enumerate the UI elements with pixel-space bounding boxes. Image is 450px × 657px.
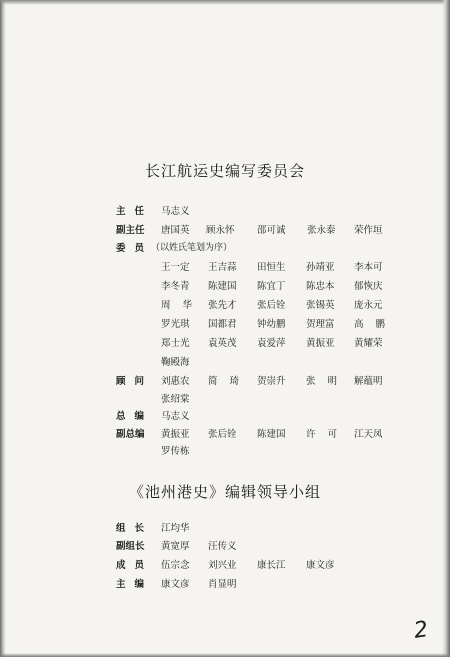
vice-chair-label: 副主任 [116,225,145,236]
person-name: 唐国英 [161,225,190,236]
person-name: 袁爱萍 [257,338,286,349]
person-name: 马志义 [161,206,190,217]
person-name: 钟幼鹏 [257,319,286,330]
person-name: 李本可 [354,262,383,273]
person-name: 周华 [161,300,205,311]
person-name: 田恒生 [257,262,286,273]
person-name: 陈建国 [257,429,286,440]
person-name: 张锡英 [306,300,335,311]
person-name: 简琦 [208,376,252,387]
members-label: 委员 [116,243,154,254]
person-name: 鞠殿海 [161,357,190,368]
group-leader-label: 组长 [116,523,154,534]
person-name: 袁英茂 [208,338,237,349]
chair-label: 主任 [116,206,154,217]
person-name: 张明 [306,376,350,387]
person-name: 刘惠农 [161,376,190,387]
person-name: 王吉蒜 [208,262,237,273]
person-name: 张后铨 [208,429,237,440]
person-name: 马志义 [161,411,190,422]
person-name: 罗传栋 [161,446,190,457]
person-name: 李冬青 [161,281,190,292]
editor-label: 主编 [116,579,154,590]
page-number: 2 [412,617,430,644]
person-name: 荣作垣 [354,225,383,236]
group-members-label: 成员 [116,560,154,571]
person-name: 许可 [306,429,350,440]
person-name: 国都君 [208,319,237,330]
person-name: 陈忠本 [306,281,335,292]
person-name: 江天凤 [354,429,383,440]
person-name: 王一定 [161,262,190,273]
person-name: 庞永元 [354,300,383,311]
person-name: 刘兴业 [208,560,237,571]
person-name: 高鹏 [354,319,398,330]
members-note: （以姓氏笔划为序） [151,243,233,253]
person-name: 罗光琪 [161,319,190,330]
scan-edge [0,0,450,5]
person-name: 康文彦 [306,560,335,571]
scan-edge [0,0,6,657]
person-name: 陈宜丁 [257,281,286,292]
committee-title: 长江航运史编写委员会 [144,162,305,180]
person-name: 贺理富 [306,319,335,330]
person-name: 康长江 [257,560,286,571]
person-name: 伍宗念 [161,560,190,571]
person-name: 江均华 [161,523,190,534]
person-name: 黄耀荣 [354,338,383,349]
person-name: 孙靖亚 [306,262,335,273]
person-name: 康文彦 [161,579,190,590]
deputy-leader-label: 副组长 [116,541,145,552]
advisor-label: 顾问 [116,376,154,387]
person-name: 黄宽厚 [161,541,190,552]
person-name: 张先才 [208,300,237,311]
chief-editor-label: 总编 [116,411,154,422]
leading-group-title: 《池州港史》编辑领导小组 [128,483,321,501]
person-name: 肖显明 [208,579,237,590]
person-name: 张后铨 [257,300,286,311]
person-name: 张绍棠 [161,394,190,405]
scan-edge [0,653,450,657]
person-name: 张永泰 [307,225,336,236]
person-name: 陈建国 [208,281,237,292]
person-name: 郁恢庆 [354,281,383,292]
person-name: 郑士光 [161,338,190,349]
person-name: 黄振亚 [306,338,335,349]
scan-edge [442,0,450,657]
deputy-chief-editor-label: 副总编 [116,429,145,440]
person-name: 邵可诚 [257,225,286,236]
person-name: 汪传义 [208,541,237,552]
person-name: 黄振亚 [161,429,190,440]
person-name: 顾永怀 [206,225,235,236]
person-name: 贺崇升 [257,376,286,387]
person-name: 解蕴明 [354,376,383,387]
